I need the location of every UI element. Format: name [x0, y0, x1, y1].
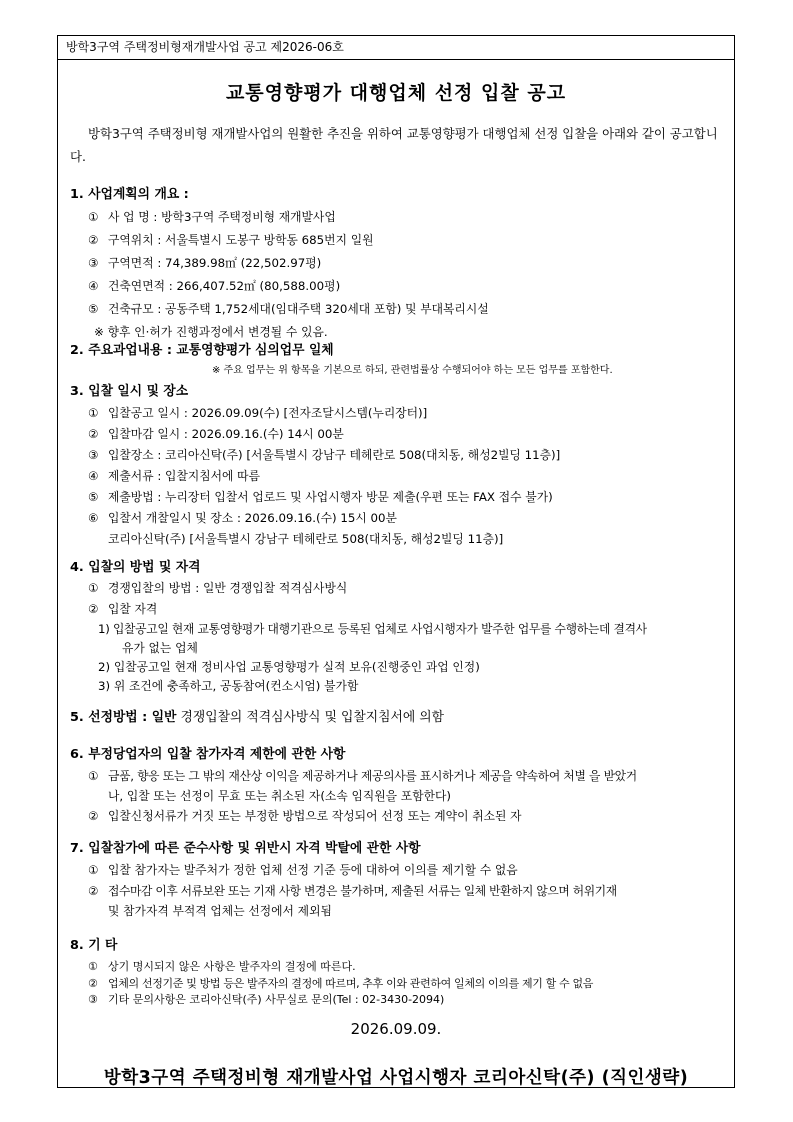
issuer-signature-line: 방학3구역 주택정비형 재개발사업 사업시행자 코리아신탁(주) (직인생략)	[103, 1068, 689, 1088]
s4-sub-1-continued: 유가 없는 업체	[122, 641, 198, 655]
s7-item-2: ② 접수마감 이후 서류보완 또는 기재 사항 변경은 불가하며, 제출된 서류는 일체 반환하지 않으며 허위기재	[88, 884, 617, 898]
s8-item-2: ② 업체의 선정기준 및 방법 등은 발주자의 결정에 따르며, 추후 이와 관련하여 일체의 이의를 제기 할 수 없음	[88, 977, 594, 990]
s7-item-2-continued: 및 참가자격 부적격 업체는 선정에서 제외됨	[108, 904, 332, 918]
s8-item-1: ① 상기 명시되지 않은 사항은 발주자의 결정에 따른다.	[88, 960, 356, 973]
s3-item-5: ⑤ 제출방법 : 누리장터 입찰서 업로드 및 사업시행자 방문 제출(우편 또는 FAX 접수 불가)	[88, 490, 553, 504]
intro-paragraph: 방학3구역 주택정비형 재개발사업의 원활한 추진을 위하여 교통영향평가 대행업체 선정 입찰을 아래와 같이 공고합니다.	[70, 126, 718, 164]
section-8-heading: 8. 기 타	[70, 938, 118, 953]
s6-item-1-continued: 나, 입찰 또는 선정이 무효 또는 취소된 자(소속 임직원을 포함한다)	[108, 789, 451, 803]
section-2-heading: 2. 주요과업내용 : 교통영향평가 심의업무 일체	[70, 343, 334, 358]
s7-item-1: ① 입찰 참가자는 발주처가 정한 업체 선정 기준 등에 대하여 이의를 제기할 수 없음	[88, 863, 518, 877]
s1-item-4: ④ 건축연면적 : 266,407.52㎡ (80,588.00평)	[88, 279, 341, 293]
s4-item-1: ① 경쟁입찰의 방법 : 일반 경쟁입찰 적격심사방식	[88, 581, 348, 595]
section-4-heading: 4. 입찰의 방법 및 자격	[70, 560, 201, 575]
s4-sub-1: 1) 입찰공고일 현재 교통영향평가 대행기관으로 등록된 업체로 사업시행자가 발주한 업무를 수행하는데 결격사	[98, 622, 647, 636]
s1-item-1: ① 사 업 명 : 방학3구역 주택정비형 재개발사업	[88, 210, 336, 224]
notice-document	[57, 35, 735, 1088]
s3-item-6: ⑥ 입찰서 개찰일시 및 장소 : 2026.09.16.(수) 15시 00분	[88, 511, 397, 525]
s3-item-3: ③ 입찰장소 : 코리아신탁(주) [서울특별시 강남구 테헤란로 508(대치동, 해성2빌딩 11층)]	[88, 448, 561, 462]
s3-item-4: ④ 제출서류 : 입찰지침서에 따름	[88, 469, 260, 483]
section-6-heading: 6. 부정당업자의 입찰 참가자격 제한에 관한 사항	[70, 747, 346, 762]
section-3-heading: 3. 입찰 일시 및 장소	[70, 384, 189, 399]
s1-item-3: ③ 구역면적 : 74,389.98㎡ (22,502.97평)	[88, 256, 322, 270]
section-1-heading: 1. 사업계획의 개요 :	[70, 187, 189, 202]
notice-number: 방학3구역 주택정비형재개발사업 공고 제2026-06호	[58, 36, 734, 60]
s4-sub-3: 3) 위 조건에 충족하고, 공동참여(컨소시엄) 불가함	[98, 679, 359, 693]
notice-date: 2026.09.09.	[350, 1020, 442, 1038]
section-7-heading: 7. 입찰참가에 따른 준수사항 및 위반시 자격 박탈에 관한 사항	[70, 841, 421, 856]
page-title: 교통영향평가 대행업체 선정 입찰 공고	[225, 82, 567, 104]
s2-note: ※ 주요 업무는 위 항목을 기본으로 하되, 관련법률상 수행되어야 하는 모든 업무를 포함한다.	[212, 365, 613, 376]
s3-item-1: ① 입찰공고 일시 : 2026.09.09(수) [전자조달시스템(누리장터)]	[88, 406, 428, 420]
s1-item-5: ⑤ 건축규모 : 공동주택 1,752세대(임대주택 320세대 포함) 및 부대복리시설	[88, 302, 489, 316]
s4-sub-2: 2) 입찰공고일 현재 정비사업 교통영향평가 실적 보유(진행중인 과업 인정)	[98, 660, 480, 674]
s1-item-2: ② 구역위치 : 서울특별시 도봉구 방학동 685번지 일원	[88, 233, 374, 247]
s8-item-3: ③ 기타 문의사항은 코리아신탁(주) 사무실로 문의(Tel : 02-3430-2094)	[88, 993, 445, 1006]
s6-item-2: ② 입찰신청서류가 거짓 또는 부정한 방법으로 작성되어 선정 또는 계약이 취소된 자	[88, 809, 522, 823]
s6-item-1: ① 금품, 향응 또는 그 밖의 재산상 이익을 제공하거나 제공의사를 표시하거나 제공을 약속하여 처별 을 받았거	[88, 769, 637, 783]
s3-item-2: ② 입찰마감 일시 : 2026.09.16.(수) 14시 00분	[88, 427, 344, 441]
s4-item-2: ② 입찰 자격	[88, 602, 158, 616]
s1-note: ※ 향후 인·허가 진행과정에서 변경될 수 있음.	[94, 325, 328, 339]
section-5-heading: 5. 선정방법 : 일반 경쟁입찰의 적격심사방식 및 입찰지침서에 의함	[70, 710, 444, 725]
s3-item-6-continued: 코리아신탁(주) [서울특별시 강남구 테헤란로 508(대치동, 해성2빌딩 11층)]	[108, 532, 504, 546]
